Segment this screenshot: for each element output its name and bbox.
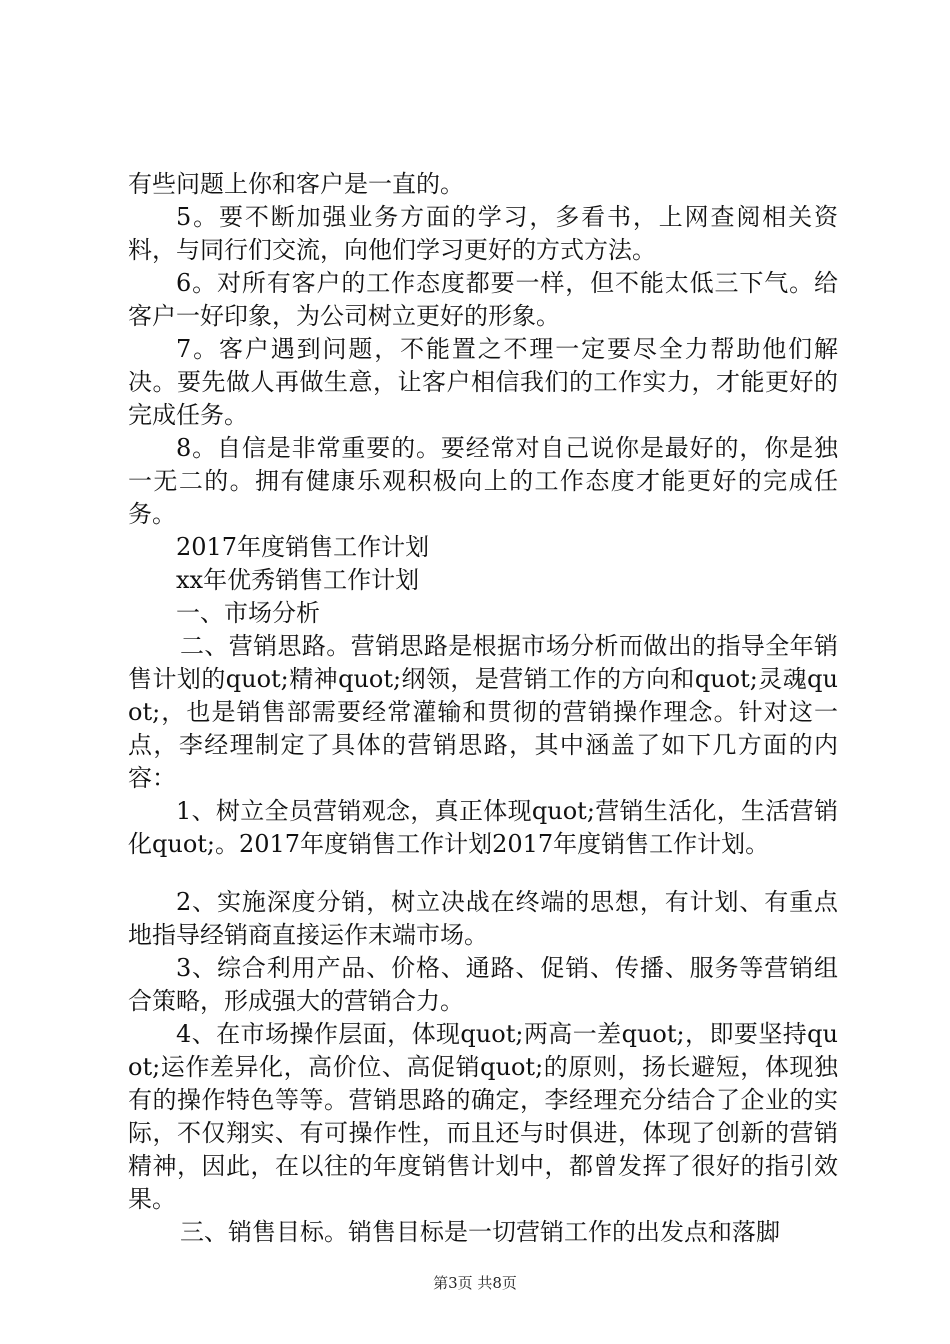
paragraph-item-6: 6。对所有客户的工作态度都要一样，但不能太低三下气。给客户一好印象，为公司树立更好的形象。 [128, 269, 838, 330]
document-body [128, 168, 838, 1249]
paragraph-item-8: 8。自信是非常重要的。要经常对自己说你是最好的，你是独一无二的。拥有健康乐观积极向上的工作态度才能更好的完成任务。 [128, 434, 838, 528]
paragraph-sales-target: 三、销售目标。销售目标是一切营销工作的出发点和落脚 [180, 1218, 780, 1246]
paragraph-gap [128, 861, 838, 886]
paragraph-point-4: 4、在市场操作层面，体现quot;两高一差quot;，即要坚持quot;运作差异化，高价位、高促销quot;的原则，扬长避短，体现独有的操作特色等等。营销思路的确定，李经理充分结合了企业的实际，不仅翔实、有可操作性，而且还与时俱进，体现了创新的营销精神，因此，在以往的年度销售计划中，都曾发挥了很好的指引效果。 [128, 1020, 838, 1213]
page-number: 第3页 共8页 [433, 1274, 517, 1292]
paragraph-item-7: 7。客户遇到问题，不能置之不理一定要尽全力帮助他们解决。要先做人再做生意，让客户相信我们的工作实力，才能更好的完成任务。 [128, 335, 838, 429]
paragraph-point-1: 1、树立全员营销观念，真正体现quot;营销生活化，生活营销化quot;。2017年度销售工作计划2017年度销售工作计划。 [128, 797, 838, 858]
paragraph-item-5: 5。要不断加强业务方面的学习，多看书，上网查阅相关资料，与同行们交流，向他们学习更好的方式方法。 [128, 203, 838, 264]
heading-annual-plan: 2017年度销售工作计划 [176, 533, 430, 561]
paragraph-point-2: 2、实施深度分销，树立决战在终端的思想，有计划、有重点地指导经销商直接运作末端市场。 [128, 888, 838, 949]
heading-excellent-plan: xx年优秀销售工作计划 [176, 566, 420, 594]
paragraph-marketing-ideas: 二、营销思路。营销思路是根据市场分析而做出的指导全年销售计划的quot;精神quot;纲领，是营销工作的方向和quot;灵魂quot;，也是销售部需要经常灌输和贯彻的营销操作理念。针对这一点，李经理制定了具体的营销思路，其中涵盖了如下几方面的内容： [128, 632, 838, 792]
heading-market-analysis: 一、市场分析 [176, 599, 320, 627]
paragraph-continuation: 有些问题上你和客户是一直的。 [128, 170, 464, 198]
paragraph-point-3: 3、综合利用产品、价格、通路、促销、传播、服务等营销组合策略，形成强大的营销合力。 [128, 954, 838, 1015]
